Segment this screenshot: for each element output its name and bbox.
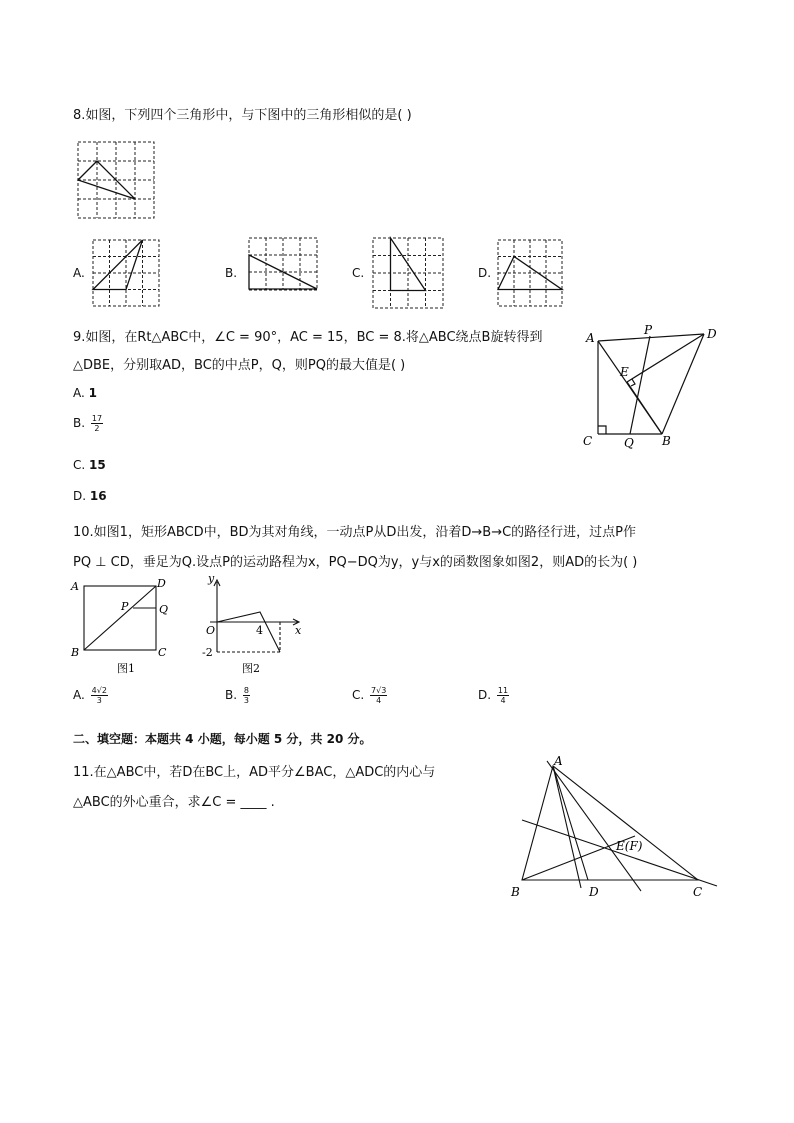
q10-option-c-numerator: 7√3 bbox=[371, 686, 387, 695]
q9-option-d-label: D. bbox=[73, 489, 87, 503]
q10-option-a-numerator: 4√2 bbox=[91, 686, 107, 695]
q10-option-d-label: D. bbox=[478, 688, 492, 702]
q11-label-d: D bbox=[589, 885, 599, 899]
q10-option-a-denominator: 3 bbox=[96, 696, 102, 705]
q10-figure-2 bbox=[200, 574, 310, 678]
q11-stem-line1: 11.在△ABC中，若D在BC上，AD平分∠BAC，△ADC的内心与 bbox=[73, 765, 436, 780]
q11-label-b: B bbox=[511, 885, 520, 899]
q10-option-c bbox=[352, 686, 387, 705]
q9-option-b-numerator: 17 bbox=[91, 414, 103, 423]
q11-figure bbox=[505, 754, 725, 903]
q9-option-b-label: B. bbox=[73, 416, 86, 430]
q9-figure bbox=[580, 322, 730, 452]
q9-label-a: A bbox=[586, 331, 595, 345]
q10-stem-line2: PQ ⊥ CD，垂足为Q.设点P的运动路程为x，PQ−DQ为y，y与x的函数图象如图2，则AD的长为( ) bbox=[73, 555, 638, 570]
q9-label-c: C bbox=[583, 434, 593, 448]
q9-option-c-label: C. bbox=[73, 458, 86, 472]
q10-fig1-label-a: A bbox=[71, 580, 79, 593]
q8-option-a-figure bbox=[93, 240, 159, 306]
q10-option-c-label: C. bbox=[352, 688, 365, 702]
q10-option-a bbox=[73, 686, 108, 705]
q9-option-a bbox=[73, 386, 97, 400]
q10-figure-1 bbox=[68, 578, 188, 678]
q9-option-d bbox=[73, 489, 107, 503]
q10-option-d-fraction bbox=[497, 686, 509, 705]
q10-option-c-denominator: 4 bbox=[376, 696, 382, 705]
q10-stem-line1: 10.如图1，矩形ABCD中，BD为其对角线，一动点P从D出发，沿着D→B→C的路径行进，过点P作 bbox=[73, 525, 637, 540]
q10-fig1-label-c: C bbox=[158, 646, 167, 659]
q10-fig2-label-o: O bbox=[206, 624, 216, 637]
q9-option-c bbox=[73, 458, 106, 472]
q10-option-b-denominator: 3 bbox=[243, 696, 249, 705]
q9-option-b-fraction bbox=[91, 414, 103, 433]
q9-option-b bbox=[73, 414, 103, 433]
q9-option-a-label: A. bbox=[73, 386, 85, 400]
q10-option-b-numerator: 8 bbox=[243, 686, 249, 695]
q9-stem-line2: △DBE，分别取AD，BC的中点P，Q，则PQ的最大值是( ) bbox=[73, 358, 406, 373]
q8-option-b-label: B. bbox=[225, 266, 238, 280]
q11-label-a: A bbox=[554, 754, 563, 768]
q10-option-a-label: A. bbox=[73, 688, 85, 702]
q8-option-d-label: D. bbox=[478, 266, 492, 280]
q10-option-b-label: B. bbox=[225, 688, 238, 702]
q9-option-b-denominator: 2 bbox=[94, 424, 100, 433]
q10-fig2-label-x: x bbox=[295, 624, 302, 637]
q9-label-p: P bbox=[644, 323, 653, 337]
q11-label-ef: E(F) bbox=[616, 839, 643, 853]
q10-fig1-caption: 图1 bbox=[117, 662, 135, 675]
q9-label-q: Q bbox=[624, 436, 634, 450]
q10-option-d-denominator: 4 bbox=[500, 696, 506, 705]
q11-stem-line2: △ABC的外心重合，求∠C = ____ . bbox=[73, 795, 275, 810]
q10-fig2-label-4: 4 bbox=[256, 624, 263, 637]
q10-option-a-fraction bbox=[91, 686, 108, 705]
q8-option-a-label: A. bbox=[73, 266, 85, 280]
q8-option-c-label: C. bbox=[352, 266, 365, 280]
q10-fig1-label-b: B bbox=[71, 646, 80, 659]
q9-option-c-value: 15 bbox=[89, 458, 106, 472]
q9-label-e: E bbox=[620, 365, 629, 379]
q8-option-b-figure bbox=[249, 238, 317, 290]
q10-option-d-numerator: 11 bbox=[497, 686, 509, 695]
q10-fig1-label-d: D bbox=[157, 577, 166, 590]
q10-fig2-caption: 图2 bbox=[242, 662, 260, 675]
q8-option-c-figure bbox=[373, 238, 443, 308]
q9-option-a-value: 1 bbox=[88, 386, 97, 400]
q11-label-c: C bbox=[693, 885, 703, 899]
q10-fig2-label-neg2: -2 bbox=[202, 646, 213, 659]
q10-option-b-fraction bbox=[243, 686, 250, 705]
q9-option-d-value: 16 bbox=[89, 489, 107, 503]
q10-option-c-fraction bbox=[370, 686, 387, 705]
q9-label-d: D bbox=[707, 327, 717, 341]
q9-label-b: B bbox=[662, 434, 671, 448]
section-2-heading: 二、填空题：本题共 4 小题，每小题 5 分，共 20 分。 bbox=[73, 732, 372, 746]
q10-fig1-label-q: Q bbox=[159, 603, 169, 616]
q9-stem-line1: 9.如图，在Rt△ABC中，∠C = 90°，AC = 15，BC = 8.将△ABC绕点B旋转得到 bbox=[73, 330, 543, 345]
q10-fig2-label-y: y bbox=[208, 572, 215, 585]
q10-option-d bbox=[478, 686, 509, 705]
q8-stem: 8.如图，下列四个三角形中，与下图中的三角形相似的是( ) bbox=[73, 108, 412, 123]
q8-reference-figure bbox=[78, 142, 154, 218]
q10-option-b bbox=[225, 686, 250, 705]
q8-option-d-figure bbox=[498, 240, 562, 306]
q10-fig1-label-p: P bbox=[121, 600, 129, 613]
